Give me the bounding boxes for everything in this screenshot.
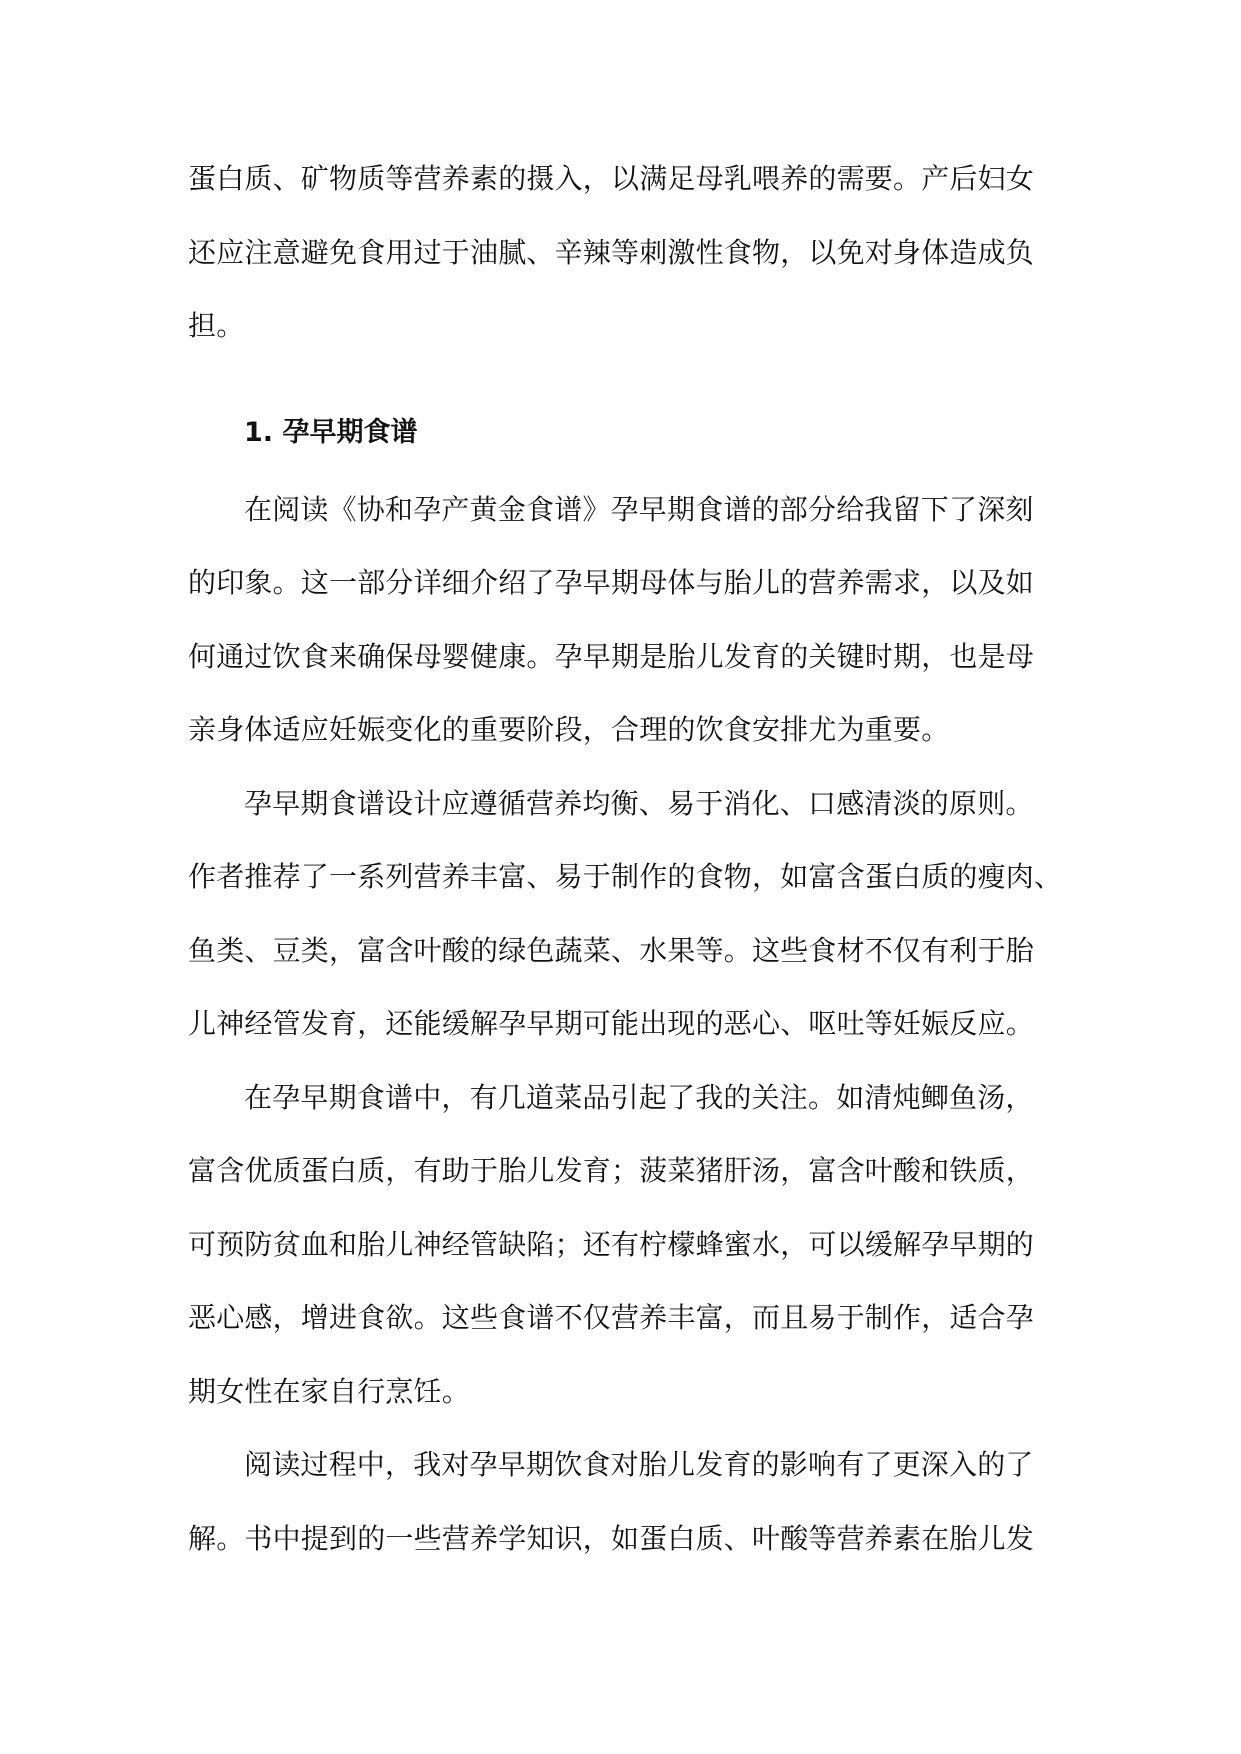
paragraph-3 xyxy=(188,1061,1054,1429)
paragraph-1 xyxy=(188,473,1054,767)
text-line: 孕早期食谱设计应遵循营养均衡、易于消化、口感清淡的原则。 xyxy=(244,786,1034,820)
paragraph-2 xyxy=(188,767,1063,1061)
text-line: 阅读过程中，我对孕早期饮食对胎儿发育的影响有了更深入的了 xyxy=(244,1448,1034,1481)
text-line: 的印象。这一部分详细介绍了孕早期母体与胎儿的营养需求，以及如 xyxy=(188,566,1035,599)
text-line: 何通过饮食来确保母婴健康。孕早期是胎儿发育的关键时期，也是母 xyxy=(188,639,1035,673)
text-line: 还应注意避免食用过于油腻、辛辣等刺激性食物，以免对身体造成负 xyxy=(188,235,1035,269)
text-line: 富含优质蛋白质，有助于胎儿发育；菠菜猪肝汤，富含叶酸和铁质， xyxy=(188,1154,1035,1187)
text-line: 鱼类、豆类，富含叶酸的绿色蔬菜、水果等。这些食材不仅有利于胎 xyxy=(188,933,1035,967)
text-line: 儿神经管发育，还能缓解孕早期可能出现的恶心、呕吐等妊娠反应。 xyxy=(188,1007,1035,1040)
intro-paragraph xyxy=(188,142,1054,363)
text-line: 期女性在家自行烹饪。 xyxy=(188,1374,471,1408)
text-line: 在孕早期食谱中，有几道菜品引起了我的关注。如清炖鲫鱼汤， xyxy=(244,1080,1034,1114)
text-line: 作者推荐了一系列营养丰富、易于制作的食物，如富含蛋白质的瘦肉、 xyxy=(188,860,1063,893)
spacer xyxy=(188,363,1054,393)
text-line: 担。 xyxy=(188,309,245,342)
document-body xyxy=(188,142,1063,1575)
paragraph-4 xyxy=(188,1428,1054,1575)
text-line: 在阅读《协和孕产黄金食谱》孕早期食谱的部分给我留下了深刻 xyxy=(244,492,1034,526)
text-line: 恶心感，增进食欲。这些食谱不仅营养丰富，而且易于制作，适合孕 xyxy=(188,1301,1035,1334)
text-line: 可预防贫血和胎儿神经管缺陷；还有柠檬蜂蜜水，可以缓解孕早期的 xyxy=(188,1227,1035,1261)
text-line: 解。书中提到的一些营养学知识，如蛋白质、叶酸等营养素在胎儿发 xyxy=(188,1521,1035,1555)
section-heading: 1. 孕早期食谱 xyxy=(244,416,418,448)
text-line: 亲身体适应妊娠变化的重要阶段，合理的饮食安排尤为重要。 xyxy=(188,713,950,746)
text-line: 蛋白质、矿物质等营养素的摄入，以满足母乳喂养的需要。产后妇女 xyxy=(188,162,1035,195)
